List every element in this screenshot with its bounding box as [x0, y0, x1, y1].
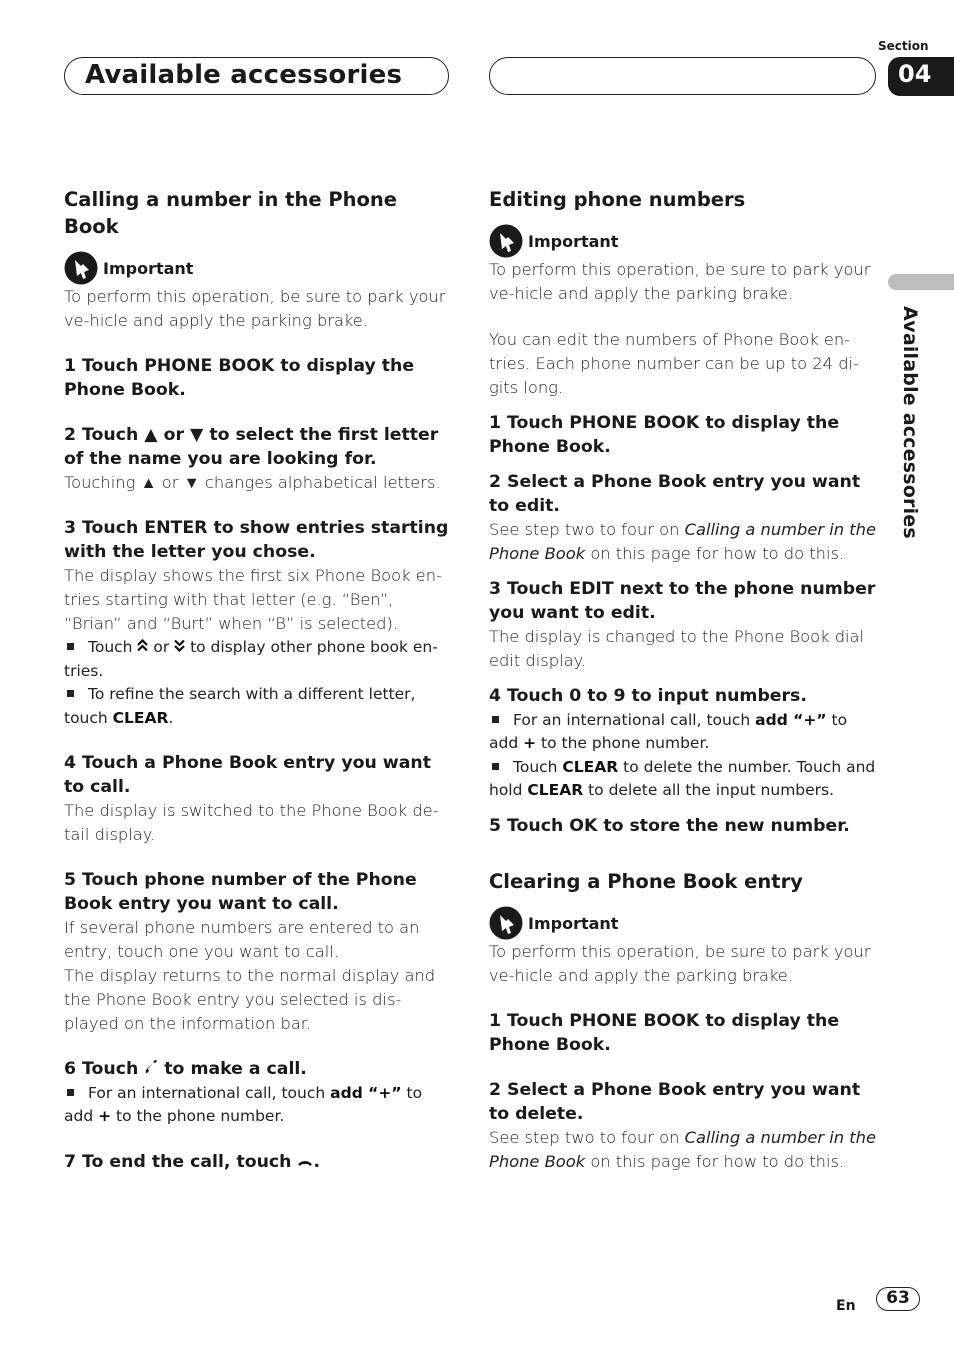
edit-step-4-note-1: For an international call, touch add “+” to add + to the phone number. — [489, 710, 848, 752]
step-5-text-2: The display returns to the normal display and the Phone Book entry you selected is dis-played on the information bar. — [64, 966, 436, 1033]
section-number-badge — [888, 57, 954, 96]
side-thumb-tab — [888, 274, 954, 290]
double-chevron-down-icon — [174, 639, 185, 652]
important-text: To perform this operation, be sure to park your ve-hicle and apply the parking brake. — [64, 287, 446, 330]
important-text: To perform this operation, be sure to park your ve-hicle and apply the parking brake. — [489, 260, 871, 303]
section-heading-clearing: Clearing a Phone Book entry — [489, 870, 803, 893]
section-heading-editing: Editing phone numbers — [489, 188, 746, 211]
header-blank-banner — [489, 57, 876, 95]
important-notice — [64, 251, 456, 285]
language-label: En — [836, 1298, 856, 1314]
up-arrow-icon: ▲ — [144, 425, 158, 445]
title-banner — [64, 57, 449, 95]
edit-step-2-text: See step two to four on Calling a number in the Phone Book on this page for how to do this. — [489, 520, 876, 563]
step-2: 2 Touch ▲ or ▼ to select the first letter of the name you are looking for. — [64, 425, 439, 469]
step-3: 3 Touch ENTER to show entries starting with the letter you chose. — [64, 518, 449, 562]
edit-step-5: 5 Touch OK to store the new number. — [489, 815, 850, 836]
down-arrow-icon: ▼ — [190, 425, 204, 445]
step-5-text-1: If several phone numbers are entered to an entry, touch one you want to call. — [64, 918, 420, 961]
step-6: 6 Touch to make a call. — [64, 1059, 307, 1079]
important-text: To perform this operation, be sure to park your ve-hicle and apply the parking brake. — [489, 942, 871, 985]
double-chevron-up-icon — [137, 639, 148, 652]
page-title: Available accessories — [85, 60, 403, 90]
step-4-text: The display is switched to the Phone Book de-tail display. — [64, 801, 439, 844]
right-column — [489, 186, 881, 1174]
side-tab-label: Available accessories — [899, 306, 921, 539]
important-hand-icon — [64, 251, 98, 285]
phone-hangup-icon — [297, 1157, 313, 1167]
edit-step-1: 1 Touch PHONE BOOK to display the Phone Book. — [489, 413, 840, 457]
step-3-note-1: Touch or to display other phone book en-tries. — [64, 638, 438, 680]
step-6-note: For an international call, touch add “+” to add + to the phone number. — [64, 1083, 423, 1125]
clear-step-2: 2 Select a Phone Book entry you want to delete. — [489, 1080, 861, 1124]
edit-step-3-text: The display is changed to the Phone Book dial edit display. — [489, 627, 865, 670]
clear-step-1: 1 Touch PHONE BOOK to display the Phone Book. — [489, 1011, 840, 1055]
step-7: 7 To end the call, touch . — [64, 1151, 321, 1172]
left-column — [64, 186, 456, 1174]
page-number: 63 — [876, 1287, 920, 1311]
step-5: 5 Touch phone number of the Phone Book entry you want to call. — [64, 870, 417, 914]
phone-call-icon — [144, 1059, 158, 1074]
step-1: 1 Touch PHONE BOOK to display the Phone Book. — [64, 356, 415, 400]
editing-intro: You can edit the numbers of Phone Book en-tries. Each phone number can be up to 24 di-gits long. — [489, 330, 859, 397]
section-heading: Calling a number in the Phone Book — [64, 188, 398, 238]
step-2-text: Touching ▲ or ▼ changes alphabetical letters. — [64, 473, 441, 492]
important-notice — [489, 906, 881, 940]
step-3-note-2: To refine the search with a different letter, touch CLEAR. — [64, 685, 416, 727]
important-label: Important — [103, 258, 194, 278]
step-3-text: The display shows the first six Phone Book en-tries starting with that letter (e.g. “Ben”, “Brian” and “Burt” when “B” is selected). — [64, 566, 442, 633]
step-4: 4 Touch a Phone Book entry you want to call. — [64, 753, 431, 797]
edit-step-3: 3 Touch EDIT next to the phone number you want to edit. — [489, 579, 876, 623]
important-notice — [489, 224, 881, 258]
important-label: Important — [528, 913, 619, 933]
important-label: Important — [528, 231, 619, 251]
edit-step-4: 4 Touch 0 to 9 to input numbers. — [489, 686, 807, 706]
edit-step-2: 2 Select a Phone Book entry you want to edit. — [489, 472, 861, 516]
important-hand-icon — [489, 906, 523, 940]
clear-step-2-text: See step two to four on Calling a number in the Phone Book on this page for how to do this. — [489, 1128, 876, 1171]
important-hand-icon — [489, 224, 523, 258]
edit-step-4-note-2: Touch CLEAR to delete the number. Touch and hold CLEAR to delete all the input numbers. — [489, 757, 876, 799]
section-number: 04 — [898, 60, 932, 88]
section-label: Section — [878, 39, 929, 53]
